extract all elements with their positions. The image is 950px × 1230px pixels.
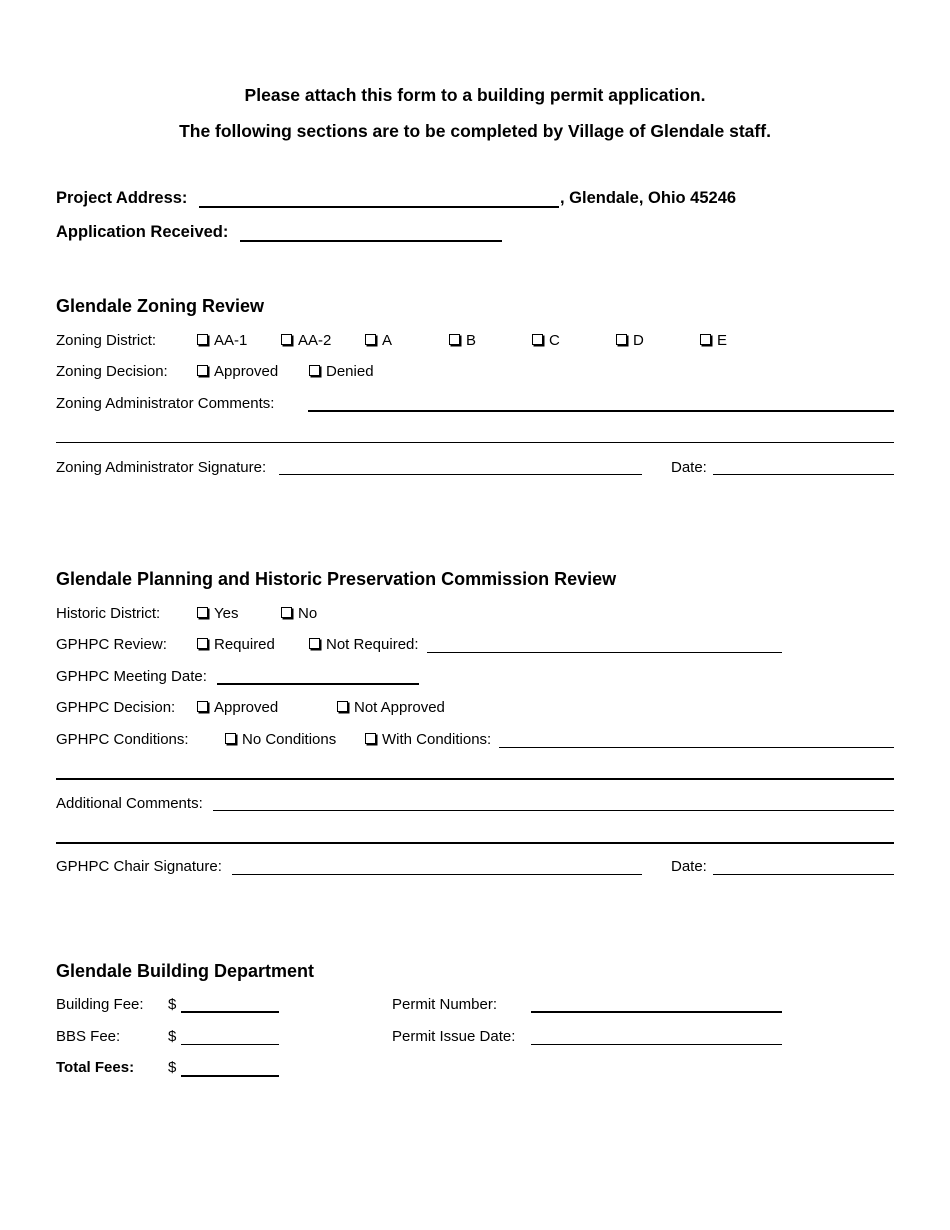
- checkbox-icon: [197, 701, 208, 712]
- gphpc-section-title: Glendale Planning and Historic Preservation Commission Review: [56, 569, 617, 589]
- zoning-denied-checkbox[interactable]: Denied: [309, 363, 374, 380]
- project-address-field[interactable]: [199, 206, 559, 208]
- permit-number-label: Permit Number:: [392, 996, 498, 1013]
- total-fees-label: Total Fees:: [56, 1059, 135, 1076]
- no-conditions-checkbox[interactable]: No Conditions: [225, 731, 336, 748]
- checkbox-icon: [281, 334, 292, 345]
- project-address-suffix: , Glendale, Ohio 45246: [560, 189, 737, 207]
- zoning-comments-field[interactable]: [308, 410, 894, 412]
- gphpc-not-approved-checkbox[interactable]: Not Approved: [337, 699, 445, 716]
- checkbox-icon: [365, 733, 376, 744]
- gphpc-approved-checkbox[interactable]: Approved: [197, 699, 278, 716]
- zoning-comments-label: Zoning Administrator Comments:: [56, 395, 275, 412]
- historic-no-checkbox[interactable]: No: [281, 605, 317, 622]
- gphpc-conditions-label: GPHPC Conditions:: [56, 731, 189, 748]
- district-checkbox-b[interactable]: B: [449, 332, 476, 349]
- zoning-district-label: Zoning District:: [56, 332, 157, 349]
- total-fees-currency: $: [168, 1059, 177, 1076]
- checkbox-icon: [700, 334, 711, 345]
- additional-comments-field[interactable]: [213, 810, 894, 811]
- building-section-title: Glendale Building Department: [56, 961, 315, 981]
- district-checkbox-a[interactable]: A: [365, 332, 392, 349]
- chair-date-label: Date:: [671, 858, 707, 875]
- building-fee-label: Building Fee:: [56, 996, 144, 1013]
- permit-number-field[interactable]: [531, 1011, 782, 1013]
- checkbox-icon: [532, 334, 543, 345]
- additional-comments-label: Additional Comments:: [56, 795, 203, 812]
- district-checkbox-e[interactable]: E: [700, 332, 727, 349]
- chair-date-field[interactable]: [713, 874, 894, 875]
- zoning-decision-label: Zoning Decision:: [56, 363, 168, 380]
- chair-signature-label: GPHPC Chair Signature:: [56, 858, 222, 875]
- bbs-fee-field[interactable]: [181, 1044, 279, 1045]
- bbs-fee-currency: $: [168, 1028, 177, 1045]
- checkbox-icon: [365, 334, 376, 345]
- zoning-signature-label: Zoning Administrator Signature:: [56, 459, 267, 476]
- checkbox-icon: [309, 365, 320, 376]
- review-not-required-checkbox[interactable]: Not Required:: [309, 636, 419, 653]
- with-conditions-field[interactable]: [499, 747, 894, 748]
- bbs-fee-label: BBS Fee:: [56, 1028, 121, 1045]
- form-staff-note: The following sections are to be completed by Village of Glendale staff.: [179, 121, 771, 141]
- permit-issue-date-field[interactable]: [531, 1044, 782, 1045]
- zoning-signature-field[interactable]: [279, 474, 642, 475]
- checkbox-icon: [197, 607, 208, 618]
- district-checkbox-c[interactable]: C: [532, 332, 560, 349]
- zoning-approved-checkbox[interactable]: Approved: [197, 363, 278, 380]
- zoning-section-title: Glendale Zoning Review: [56, 296, 265, 316]
- application-received-label: Application Received:: [56, 223, 229, 241]
- project-address-label: Project Address:: [56, 189, 188, 207]
- additional-comments-field-2[interactable]: [56, 842, 894, 844]
- district-checkbox-d[interactable]: D: [616, 332, 644, 349]
- district-checkbox-aa1[interactable]: AA-1: [197, 332, 247, 349]
- checkbox-icon: [449, 334, 460, 345]
- permit-issue-date-label: Permit Issue Date:: [392, 1028, 516, 1045]
- form-instruction: Please attach this form to a building permit application.: [244, 85, 706, 105]
- with-conditions-field-2[interactable]: [56, 778, 894, 780]
- zoning-comments-field-2[interactable]: [56, 442, 894, 443]
- zoning-date-label: Date:: [671, 459, 707, 476]
- checkbox-icon: [197, 334, 208, 345]
- review-required-checkbox[interactable]: Required: [197, 636, 275, 653]
- checkbox-icon: [309, 638, 320, 649]
- checkbox-icon: [616, 334, 627, 345]
- district-checkbox-aa2[interactable]: AA-2: [281, 332, 331, 349]
- building-fee-field[interactable]: [181, 1011, 279, 1013]
- building-fee-currency: $: [168, 996, 177, 1013]
- review-not-required-field[interactable]: [427, 652, 782, 653]
- gphpc-decision-label: GPHPC Decision:: [56, 699, 176, 716]
- with-conditions-checkbox[interactable]: With Conditions:: [365, 731, 491, 748]
- gphpc-meeting-date-field[interactable]: [217, 683, 419, 685]
- chair-signature-field[interactable]: [232, 874, 642, 875]
- gphpc-review-label: GPHPC Review:: [56, 636, 167, 653]
- historic-district-label: Historic District:: [56, 605, 161, 622]
- zoning-date-field[interactable]: [713, 474, 894, 475]
- gphpc-meeting-date-label: GPHPC Meeting Date:: [56, 668, 207, 685]
- checkbox-icon: [337, 701, 348, 712]
- total-fees-field[interactable]: [181, 1075, 279, 1077]
- checkbox-icon: [197, 365, 208, 376]
- checkbox-icon: [281, 607, 292, 618]
- historic-yes-checkbox[interactable]: Yes: [197, 605, 238, 622]
- application-received-field[interactable]: [240, 240, 502, 242]
- checkbox-icon: [225, 733, 236, 744]
- checkbox-icon: [197, 638, 208, 649]
